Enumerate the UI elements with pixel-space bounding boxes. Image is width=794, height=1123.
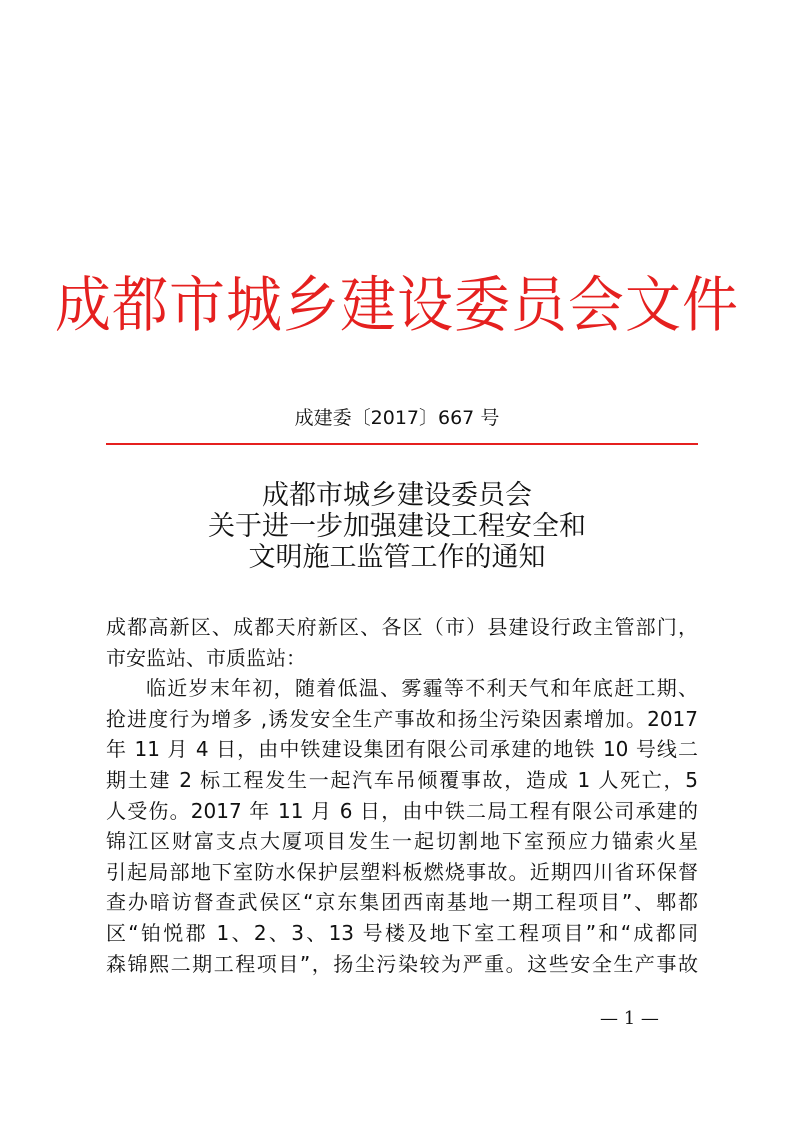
document-title: [0, 480, 794, 573]
title-line-3: 文明施工监管工作的通知: [248, 542, 546, 573]
body-line-6: 期土建 2 标工程发生一起汽车吊倾覆事故，造成 1 人死亡，5: [106, 767, 698, 792]
body-line-10: 查办暗访督查武侯区“京东集团西南基地一期工程项目”、郫都: [106, 890, 698, 915]
document-body: [106, 612, 698, 979]
page-number: — 1 —: [600, 1008, 659, 1029]
title-line-1: 成都市城乡建设委员会: [262, 480, 532, 511]
body-line-1: 成都高新区、成都天府新区、各区（市）县建设行政主管部门，: [106, 615, 698, 639]
red-divider-line: [106, 443, 698, 445]
body-line-3: 临近岁末年初，随着低温、雾霾等不利天气和年底赶工期、: [146, 676, 698, 701]
body-line-8: 锦江区财富支点大厦项目发生一起切割地下室预应力锚索火星: [106, 829, 698, 854]
body-line-9: 引起局部地下室防水保护层塑料板燃烧事故。近期四川省环保督: [106, 859, 698, 884]
document-number: 成建委〔2017〕667 号: [294, 407, 500, 429]
body-line-12: 森锦熙二期工程项目”，扬尘污染较为严重。这些安全生产事故: [106, 951, 698, 976]
body-line-7: 人受伤。2017 年 11 月 6 日，由中铁二局工程有限公司承建的: [106, 798, 698, 823]
body-line-4: 抢进度行为增多 ,诱发安全生产事故和扬尘污染因素增加。2017: [106, 706, 698, 731]
body-line-2: 市安监站、市质监站：: [106, 645, 306, 670]
issuer-header: 成都市城乡建设委员会文件: [55, 270, 739, 341]
title-line-2: 关于进一步加强建设工程安全和: [208, 511, 586, 542]
body-line-5: 年 11 月 4 日，由中铁建设集团有限公司承建的地铁 10 号线二: [106, 737, 698, 762]
body-line-11: 区“铂悦郡 1、2、3、13 号楼及地下室工程项目”和“成都同: [106, 920, 698, 945]
